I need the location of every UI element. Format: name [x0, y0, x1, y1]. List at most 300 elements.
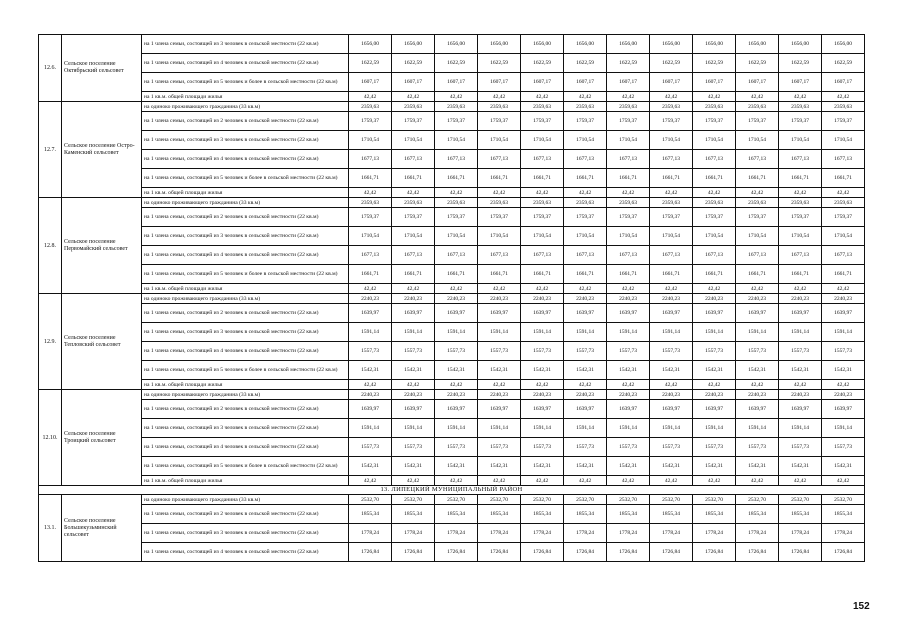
category-description: на 1 члена семьи, состоящей из 2 человек в сельской местности (22 кв.м): [142, 400, 349, 419]
table-row: [39, 265, 865, 284]
tariff-value: 1557,73: [607, 342, 650, 361]
tariff-value: 1591,14: [349, 419, 392, 438]
row-index: 13.1.: [39, 495, 62, 562]
tariff-value: 1639,97: [349, 400, 392, 419]
tariff-value: 1661,71: [349, 265, 392, 284]
tariff-value: 1677,13: [435, 150, 478, 169]
tariff-value: 2532,70: [607, 495, 650, 505]
tariff-value: 1677,13: [607, 246, 650, 265]
tariff-value: 1542,31: [521, 457, 564, 476]
tariff-value: 42,42: [779, 284, 822, 294]
tariff-value: 1855,34: [564, 505, 607, 524]
table-row: [39, 419, 865, 438]
tariff-value: 1759,37: [521, 208, 564, 227]
tariff-value: 1661,71: [435, 265, 478, 284]
tariff-value: 1542,31: [822, 361, 865, 380]
tariff-sheet: [38, 34, 864, 562]
category-description: на 1 кв.м. общей площади жилья: [142, 188, 349, 198]
tariff-value: 2532,70: [435, 495, 478, 505]
tariff-value: 1557,73: [349, 342, 392, 361]
table-row: [39, 208, 865, 227]
tariff-value: 2532,70: [693, 495, 736, 505]
tariff-value: 42,42: [822, 188, 865, 198]
tariff-value: 1710,54: [349, 227, 392, 246]
tariff-value: 1622,59: [478, 54, 521, 73]
tariff-value: 2359,63: [650, 102, 693, 112]
tariff-value: 1661,71: [435, 169, 478, 188]
tariff-value: 1778,24: [736, 524, 779, 543]
tariff-value: 42,42: [693, 188, 736, 198]
tariff-value: 1661,71: [392, 169, 435, 188]
category-description: на 1 члена семьи, состоящей из 5 человек и более в сельской местности (22 кв.м): [142, 361, 349, 380]
tariff-value: 1639,97: [478, 400, 521, 419]
tariff-value: 2359,63: [693, 102, 736, 112]
tariff-value: 1759,37: [564, 112, 607, 131]
tariff-value: 1557,73: [349, 438, 392, 457]
tariff-value: 1661,71: [693, 169, 736, 188]
tariff-value: 2240,23: [736, 294, 779, 304]
tariff-value: 2532,70: [478, 495, 521, 505]
tariff-value: 1677,13: [736, 246, 779, 265]
tariff-value: 1656,00: [650, 35, 693, 54]
tariff-value: 1557,73: [822, 438, 865, 457]
tariff-value: 42,42: [392, 476, 435, 486]
tariff-value: 42,42: [478, 284, 521, 294]
table-row: [39, 73, 865, 92]
tariff-value: 2359,63: [736, 102, 779, 112]
tariff-value: 42,42: [607, 284, 650, 294]
tariff-value: 1591,14: [564, 419, 607, 438]
tariff-value: 1557,73: [478, 342, 521, 361]
tariff-value: 1542,31: [693, 361, 736, 380]
tariff-table: [38, 34, 865, 562]
tariff-value: 1591,14: [478, 419, 521, 438]
tariff-value: 2359,63: [822, 102, 865, 112]
table-row: [39, 323, 865, 342]
tariff-value: 1656,00: [607, 35, 650, 54]
category-description: на 1 члена семьи, состоящей из 5 человек и более в сельской местности (22 кв.м): [142, 73, 349, 92]
tariff-value: 2240,23: [607, 390, 650, 400]
tariff-value: 1710,54: [607, 227, 650, 246]
tariff-value: 1542,31: [521, 361, 564, 380]
tariff-value: 1677,13: [650, 150, 693, 169]
tariff-value: 42,42: [435, 92, 478, 102]
tariff-value: 1661,71: [822, 169, 865, 188]
table-row: [39, 54, 865, 73]
tariff-value: 1542,31: [736, 361, 779, 380]
tariff-value: 1778,24: [478, 524, 521, 543]
tariff-value: 1759,37: [392, 208, 435, 227]
tariff-value: 1710,54: [478, 131, 521, 150]
tariff-value: 2532,70: [349, 495, 392, 505]
settlement-name: Сельское поселение Октябрьский сельсовет: [62, 35, 142, 102]
table-row: [39, 361, 865, 380]
tariff-value: 1622,59: [693, 54, 736, 73]
tariff-value: 42,42: [607, 92, 650, 102]
category-description: на 1 кв.м. общей площади жилья: [142, 284, 349, 294]
tariff-value: 42,42: [521, 92, 564, 102]
tariff-value: 1855,34: [779, 505, 822, 524]
tariff-value: 1855,34: [435, 505, 478, 524]
tariff-value: 1607,17: [736, 73, 779, 92]
tariff-value: 42,42: [392, 92, 435, 102]
tariff-value: 1656,00: [736, 35, 779, 54]
tariff-value: 1622,59: [736, 54, 779, 73]
tariff-value: 42,42: [736, 92, 779, 102]
tariff-value: 42,42: [650, 188, 693, 198]
tariff-value: 1710,54: [650, 227, 693, 246]
tariff-value: 1710,54: [478, 227, 521, 246]
tariff-value: 1726,84: [435, 543, 478, 562]
tariff-value: 1591,14: [478, 323, 521, 342]
tariff-value: 1557,73: [564, 438, 607, 457]
settlement-name: Сельское поселение Тепловский сельсовет: [62, 294, 142, 390]
tariff-value: 1656,00: [478, 35, 521, 54]
tariff-value: 1677,13: [349, 150, 392, 169]
category-description: на 1 кв.м. общей площади жилья: [142, 476, 349, 486]
tariff-value: 1710,54: [736, 131, 779, 150]
tariff-value: 1677,13: [478, 246, 521, 265]
tariff-value: 1542,31: [435, 457, 478, 476]
tariff-value: 1639,97: [478, 304, 521, 323]
tariff-value: 1591,14: [650, 419, 693, 438]
row-index: 12.7.: [39, 102, 62, 198]
tariff-value: 1557,73: [779, 438, 822, 457]
table-row: [39, 35, 865, 54]
tariff-value: 42,42: [564, 188, 607, 198]
tariff-value: 1661,71: [693, 265, 736, 284]
category-description: на 1 члена семьи, состоящей из 4 человек в сельской местности (22 кв.м): [142, 246, 349, 265]
tariff-value: 1759,37: [693, 208, 736, 227]
tariff-value: 1639,97: [521, 304, 564, 323]
tariff-value: 42,42: [564, 284, 607, 294]
tariff-value: 42,42: [564, 380, 607, 390]
tariff-value: 1591,14: [392, 419, 435, 438]
tariff-value: 42,42: [650, 380, 693, 390]
table-row: [39, 390, 865, 400]
tariff-value: 2532,70: [521, 495, 564, 505]
settlement-name: Сельское поселение Большекузьминский сельсовет: [62, 495, 142, 562]
category-description: на 1 члена семьи, состоящей из 5 человек и более в сельской местности (22 кв.м): [142, 169, 349, 188]
tariff-value: 1591,14: [779, 323, 822, 342]
tariff-value: 1677,13: [478, 150, 521, 169]
tariff-value: 1661,71: [650, 169, 693, 188]
category-description: на 1 члена семьи, состоящей из 3 человек в сельской местности (22 кв.м): [142, 419, 349, 438]
tariff-value: 1607,17: [349, 73, 392, 92]
tariff-value: 2359,63: [435, 198, 478, 208]
tariff-value: 1759,37: [564, 208, 607, 227]
tariff-value: 1759,37: [435, 208, 478, 227]
tariff-value: 1661,71: [650, 265, 693, 284]
category-description: на 1 члена семьи, состоящей из 3 человек в сельской местности (22 кв.м): [142, 323, 349, 342]
category-description: на одиноко проживающего гражданина (33 кв.м): [142, 294, 349, 304]
tariff-value: 1759,37: [478, 112, 521, 131]
category-description: на 1 члена семьи, состоящей из 4 человек в сельской местности (22 кв.м): [142, 438, 349, 457]
tariff-value: 42,42: [607, 476, 650, 486]
tariff-value: 1855,34: [349, 505, 392, 524]
tariff-value: 2359,63: [736, 198, 779, 208]
tariff-value: 1661,71: [349, 169, 392, 188]
tariff-value: 1639,97: [822, 400, 865, 419]
tariff-value: 1710,54: [521, 131, 564, 150]
tariff-value: 42,42: [693, 476, 736, 486]
table-row: [39, 304, 865, 323]
tariff-value: 1557,73: [435, 342, 478, 361]
tariff-value: 1656,00: [349, 35, 392, 54]
tariff-value: 2240,23: [435, 390, 478, 400]
category-description: на 1 члена семьи, состоящей из 3 человек в сельской местности (22 кв.м): [142, 35, 349, 54]
table-row: [39, 380, 865, 390]
tariff-value: 1607,17: [779, 73, 822, 92]
tariff-value: 1778,24: [693, 524, 736, 543]
category-description: на 1 члена семьи, состоящей из 4 человек в сельской местности (22 кв.м): [142, 150, 349, 169]
table-row: [39, 131, 865, 150]
table-row: [39, 342, 865, 361]
tariff-value: 1542,31: [650, 361, 693, 380]
tariff-value: 2240,23: [435, 294, 478, 304]
tariff-value: 1855,34: [607, 505, 650, 524]
tariff-value: 1677,13: [521, 150, 564, 169]
tariff-value: 1639,97: [607, 400, 650, 419]
tariff-value: 1622,59: [564, 54, 607, 73]
tariff-value: 1726,84: [736, 543, 779, 562]
tariff-value: 1656,00: [822, 35, 865, 54]
tariff-value: 42,42: [693, 284, 736, 294]
tariff-value: 42,42: [779, 92, 822, 102]
tariff-value: 42,42: [564, 476, 607, 486]
category-description: на 1 члена семьи, состоящей из 3 человек в сельской местности (22 кв.м): [142, 524, 349, 543]
tariff-value: 42,42: [521, 476, 564, 486]
tariff-value: 42,42: [349, 284, 392, 294]
tariff-value: 1542,31: [822, 457, 865, 476]
tariff-value: 1639,97: [521, 400, 564, 419]
table-row: [39, 102, 865, 112]
tariff-value: 42,42: [607, 188, 650, 198]
tariff-value: 1855,34: [736, 505, 779, 524]
tariff-value: 1855,34: [521, 505, 564, 524]
tariff-value: 1557,73: [693, 438, 736, 457]
table-row: [39, 227, 865, 246]
tariff-value: 1661,71: [736, 265, 779, 284]
tariff-value: 1778,24: [392, 524, 435, 543]
tariff-value: 2359,63: [779, 198, 822, 208]
tariff-value: 1591,14: [822, 323, 865, 342]
tariff-value: 1639,97: [607, 304, 650, 323]
tariff-value: 1759,37: [435, 112, 478, 131]
tariff-value: 1710,54: [822, 227, 865, 246]
tariff-value: 1726,84: [822, 543, 865, 562]
district-header-row: [39, 486, 865, 495]
tariff-value: 1855,34: [650, 505, 693, 524]
category-description: на 1 члена семьи, состоящей из 2 человек в сельской местности (22 кв.м): [142, 505, 349, 524]
table-row: [39, 150, 865, 169]
tariff-value: 42,42: [564, 92, 607, 102]
tariff-value: 1677,13: [392, 150, 435, 169]
table-row: [39, 438, 865, 457]
row-index: 12.10.: [39, 390, 62, 486]
tariff-value: 2532,70: [822, 495, 865, 505]
tariff-value: 1710,54: [392, 227, 435, 246]
settlement-name: Сельское поселение Остро-Каменский сельсовет: [62, 102, 142, 198]
tariff-value: 42,42: [478, 188, 521, 198]
tariff-value: 2240,23: [564, 294, 607, 304]
tariff-value: 1607,17: [822, 73, 865, 92]
tariff-value: 1542,31: [349, 361, 392, 380]
tariff-value: 1639,97: [435, 400, 478, 419]
tariff-value: 42,42: [779, 476, 822, 486]
table-row: [39, 294, 865, 304]
tariff-value: 2240,23: [349, 390, 392, 400]
tariff-value: 2240,23: [650, 390, 693, 400]
category-description: на одиноко проживающего гражданина (33 кв.м): [142, 198, 349, 208]
tariff-value: 1661,71: [607, 265, 650, 284]
tariff-value: 42,42: [650, 476, 693, 486]
tariff-value: 1677,13: [521, 246, 564, 265]
tariff-value: 1622,59: [521, 54, 564, 73]
tariff-value: 1726,84: [521, 543, 564, 562]
tariff-value: 2359,63: [693, 198, 736, 208]
tariff-value: 1759,37: [779, 208, 822, 227]
tariff-value: 1639,97: [564, 304, 607, 323]
tariff-value: 1710,54: [435, 131, 478, 150]
category-description: на 1 кв.м. общей площади жилья: [142, 92, 349, 102]
tariff-value: 1622,59: [779, 54, 822, 73]
tariff-value: 1542,31: [779, 457, 822, 476]
table-row: [39, 112, 865, 131]
tariff-value: 2359,63: [392, 198, 435, 208]
tariff-value: 1710,54: [392, 131, 435, 150]
category-description: на 1 члена семьи, состоящей из 2 человек в сельской местности (22 кв.м): [142, 112, 349, 131]
tariff-value: 42,42: [435, 476, 478, 486]
tariff-value: 1759,37: [392, 112, 435, 131]
tariff-value: 1710,54: [564, 227, 607, 246]
tariff-value: 1726,84: [693, 543, 736, 562]
tariff-value: 1639,97: [693, 400, 736, 419]
tariff-value: 1759,37: [349, 112, 392, 131]
tariff-value: 1622,59: [349, 54, 392, 73]
table-row: [39, 92, 865, 102]
tariff-value: 1639,97: [650, 304, 693, 323]
tariff-value: 42,42: [435, 284, 478, 294]
tariff-value: 42,42: [736, 188, 779, 198]
table-row: [39, 543, 865, 562]
tariff-value: 1759,37: [736, 208, 779, 227]
tariff-value: 1557,73: [392, 342, 435, 361]
tariff-value: 42,42: [693, 92, 736, 102]
tariff-value: 1759,37: [478, 208, 521, 227]
tariff-value: 42,42: [736, 476, 779, 486]
tariff-value: 1759,37: [822, 112, 865, 131]
tariff-value: 1591,14: [564, 323, 607, 342]
table-row: [39, 246, 865, 265]
tariff-value: 1677,13: [693, 246, 736, 265]
tariff-value: 2359,63: [349, 102, 392, 112]
tariff-value: 2359,63: [607, 102, 650, 112]
tariff-value: 1656,00: [564, 35, 607, 54]
tariff-value: 42,42: [349, 92, 392, 102]
tariff-value: 1542,31: [607, 361, 650, 380]
tariff-value: 2240,23: [822, 294, 865, 304]
tariff-value: 1557,73: [435, 438, 478, 457]
tariff-value: 2359,63: [564, 102, 607, 112]
table-row: [39, 169, 865, 188]
tariff-value: 1759,37: [736, 112, 779, 131]
tariff-value: 1710,54: [521, 227, 564, 246]
tariff-value: 42,42: [650, 284, 693, 294]
tariff-value: 1542,31: [779, 361, 822, 380]
tariff-value: 42,42: [349, 476, 392, 486]
tariff-value: 1591,14: [736, 323, 779, 342]
tariff-value: 1759,37: [349, 208, 392, 227]
tariff-value: 1759,37: [650, 112, 693, 131]
tariff-value: 1542,31: [564, 361, 607, 380]
tariff-value: 2532,70: [779, 495, 822, 505]
tariff-value: 1542,31: [564, 457, 607, 476]
tariff-value: 2359,63: [521, 198, 564, 208]
table-row: [39, 495, 865, 505]
category-description: на 1 члена семьи, состоящей из 4 человек в сельской местности (22 кв.м): [142, 543, 349, 562]
tariff-value: 1677,13: [779, 150, 822, 169]
tariff-value: 1726,84: [607, 543, 650, 562]
tariff-value: 1591,14: [607, 419, 650, 438]
tariff-value: 2359,63: [478, 198, 521, 208]
tariff-value: 42,42: [607, 380, 650, 390]
settlement-name: Сельское поселение Троицкий сельсовет: [62, 390, 142, 486]
tariff-value: 42,42: [392, 380, 435, 390]
tariff-value: 2240,23: [693, 390, 736, 400]
tariff-value: 1855,34: [693, 505, 736, 524]
tariff-value: 1542,31: [607, 457, 650, 476]
tariff-value: 1557,73: [392, 438, 435, 457]
tariff-value: 1661,71: [478, 265, 521, 284]
tariff-value: 1726,84: [478, 543, 521, 562]
tariff-value: 42,42: [736, 380, 779, 390]
tariff-value: 1759,37: [607, 208, 650, 227]
tariff-value: 42,42: [736, 284, 779, 294]
tariff-value: 1726,84: [650, 543, 693, 562]
tariff-value: 1639,97: [779, 400, 822, 419]
tariff-value: 2240,23: [564, 390, 607, 400]
tariff-value: 2359,63: [779, 102, 822, 112]
tariff-value: 42,42: [478, 380, 521, 390]
table-row: [39, 400, 865, 419]
tariff-value: 2359,63: [478, 102, 521, 112]
tariff-value: 1591,14: [349, 323, 392, 342]
tariff-value: 1622,59: [650, 54, 693, 73]
tariff-value: 1542,31: [478, 361, 521, 380]
tariff-value: 1557,73: [521, 342, 564, 361]
tariff-value: 2240,23: [779, 294, 822, 304]
tariff-value: 1557,73: [736, 342, 779, 361]
tariff-value: 2359,63: [564, 198, 607, 208]
tariff-value: 42,42: [693, 380, 736, 390]
tariff-value: 42,42: [435, 380, 478, 390]
tariff-value: 1855,34: [478, 505, 521, 524]
category-description: на одиноко проживающего гражданина (33 кв.м): [142, 102, 349, 112]
tariff-value: 2240,23: [478, 294, 521, 304]
tariff-value: 42,42: [478, 92, 521, 102]
tariff-value: 42,42: [392, 284, 435, 294]
tariff-value: 2359,63: [607, 198, 650, 208]
tariff-value: 1591,14: [435, 323, 478, 342]
tariff-value: 1710,54: [736, 227, 779, 246]
row-index: 12.8.: [39, 198, 62, 294]
tariff-value: 1778,24: [822, 524, 865, 543]
tariff-value: 2240,23: [521, 294, 564, 304]
tariff-value: 1855,34: [392, 505, 435, 524]
table-row: [39, 505, 865, 524]
tariff-value: 2532,70: [736, 495, 779, 505]
